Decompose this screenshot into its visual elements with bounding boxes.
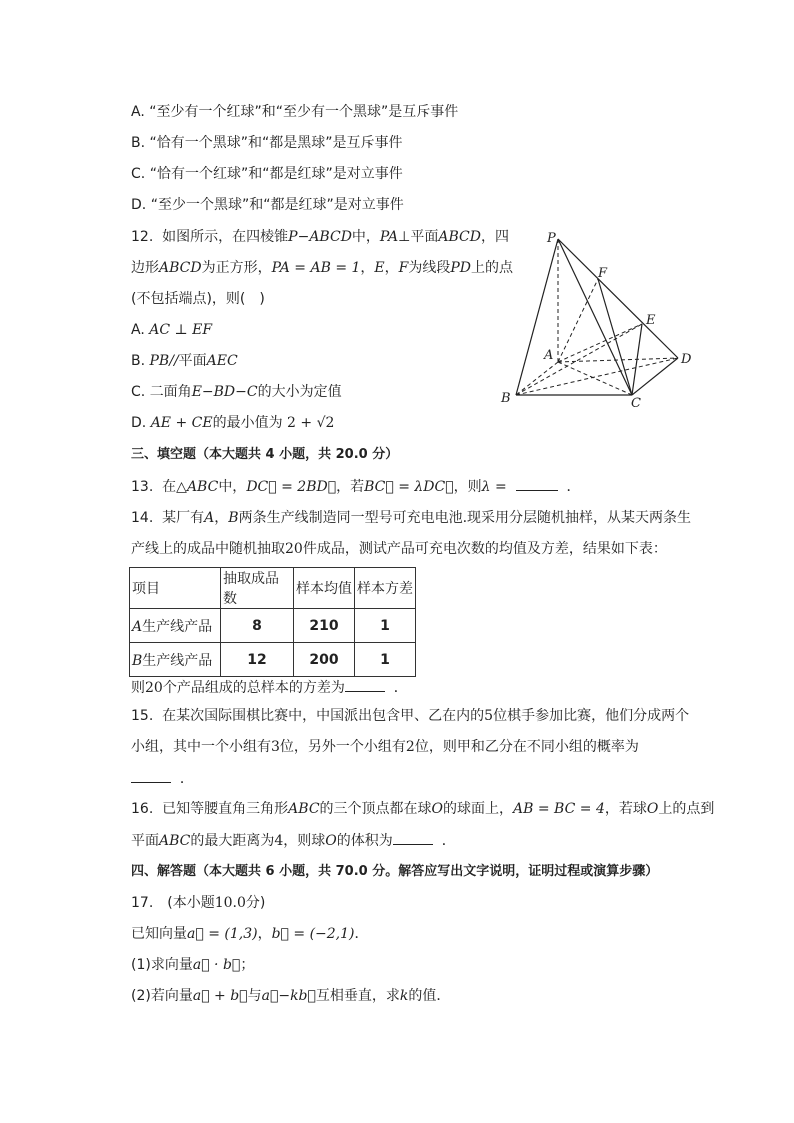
q17-head bbox=[131, 893, 265, 913]
table-row bbox=[130, 609, 416, 643]
section-title-fill-in: 三、填空题（本大题共 4 小题，共 20.0 分） bbox=[131, 447, 399, 462]
option-letter: A. bbox=[131, 322, 145, 338]
number: 4 bbox=[274, 833, 284, 849]
text: 的大小为定值 bbox=[257, 384, 342, 400]
text: 在某次国际围棋比赛中，中国派出包含甲、乙在内的 bbox=[162, 708, 485, 724]
math: PA bbox=[379, 229, 399, 245]
math: PA = AB = 1 bbox=[271, 260, 361, 276]
label-a: A bbox=[544, 348, 554, 363]
math: E−BD−C bbox=[191, 384, 258, 400]
q12-option-a bbox=[131, 320, 212, 340]
text: 为线段 bbox=[408, 260, 451, 276]
math: O bbox=[431, 801, 444, 817]
q14-line1 bbox=[131, 508, 691, 528]
text: 的球面上， bbox=[443, 801, 514, 817]
results-table bbox=[129, 567, 416, 677]
text: ，若球 bbox=[604, 801, 647, 817]
option-letter: A. bbox=[131, 104, 145, 120]
math: O bbox=[646, 801, 659, 817]
q15-line2 bbox=[131, 737, 639, 757]
math: A bbox=[132, 618, 143, 635]
answer-blank[interactable] bbox=[393, 830, 433, 845]
question-number: 15. bbox=[131, 708, 154, 724]
math: a⃗ = (1,3) bbox=[187, 926, 258, 942]
option-letter: C. bbox=[131, 166, 146, 182]
q12-line2 bbox=[131, 258, 513, 278]
text: 生产线产品 bbox=[142, 618, 213, 635]
table-row bbox=[130, 643, 416, 677]
text: ， bbox=[214, 510, 229, 526]
answer-blank[interactable] bbox=[516, 476, 558, 491]
text: ． bbox=[566, 479, 581, 495]
q12-option-c bbox=[131, 382, 342, 402]
math: PB// bbox=[149, 353, 179, 369]
table-header: 项目 bbox=[130, 568, 221, 609]
table-header: 样本方差 bbox=[355, 568, 416, 609]
option-letter: B. bbox=[131, 353, 146, 369]
table-header-row bbox=[130, 568, 416, 609]
math: A bbox=[204, 510, 215, 526]
text: 为正方形， bbox=[201, 260, 272, 276]
option-text: “至少有一个红球”和“至少有一个黑球”是互斥事件 bbox=[149, 104, 459, 120]
text: 二面角 bbox=[149, 384, 192, 400]
text: ， bbox=[360, 260, 375, 276]
table-cell: 1 bbox=[355, 643, 416, 677]
text: ，则球 bbox=[283, 833, 326, 849]
text: 位，则甲和乙分在不同小组的概率为 bbox=[414, 739, 639, 755]
text: 边形 bbox=[131, 260, 159, 276]
text: ，若 bbox=[336, 479, 365, 495]
q14-line2 bbox=[131, 539, 667, 559]
edge-ac bbox=[558, 362, 632, 395]
edge-ad bbox=[558, 358, 678, 362]
text: 平面 bbox=[131, 833, 159, 849]
label-b: B bbox=[501, 391, 511, 406]
text: ，则 bbox=[453, 479, 482, 495]
text: 的最小值为 bbox=[212, 415, 283, 431]
q15-line1 bbox=[131, 706, 689, 726]
edge-pd bbox=[558, 239, 678, 358]
table-cell: 12 bbox=[221, 643, 294, 677]
math: a⃗ · b⃗ bbox=[192, 957, 241, 973]
text: 平面 bbox=[178, 353, 207, 369]
label-f: F bbox=[598, 266, 608, 281]
table-cell: 200 bbox=[294, 643, 355, 677]
text: ，四 bbox=[480, 229, 509, 245]
table-cell bbox=[130, 643, 221, 677]
text: 互相垂直，求 bbox=[315, 988, 400, 1004]
math: △ABC bbox=[176, 479, 219, 495]
text: 生产线产品 bbox=[142, 652, 213, 669]
table-header: 抽取成品数 bbox=[221, 568, 294, 609]
number: 5 bbox=[484, 708, 494, 724]
math: BC⃗ = λDC⃗ bbox=[364, 479, 454, 495]
text: 已知向量 bbox=[131, 926, 187, 942]
number: 20 bbox=[145, 680, 163, 696]
math: k bbox=[399, 988, 409, 1004]
math: DC⃗ = 2BD⃗ bbox=[246, 479, 337, 495]
text: ； bbox=[240, 957, 255, 973]
math: E bbox=[374, 260, 385, 276]
math: PD bbox=[450, 260, 472, 276]
text: 上的点 bbox=[471, 260, 514, 276]
answer-blank[interactable] bbox=[345, 677, 385, 692]
text: 两条生产线制造同一型号可充电电池.现采用分层随机抽样，从某天两条生 bbox=[238, 510, 692, 526]
text: 某厂有 bbox=[162, 510, 205, 526]
text: 位棋手参加比赛，他们分成两个 bbox=[493, 708, 690, 724]
section-title-answer: 四、解答题（本大题共 6 小题，共 70.0 分。解答应写出文字说明，证明过程或演算步骤） bbox=[131, 864, 659, 879]
option-letter: D. bbox=[131, 197, 147, 213]
sqrt-expression: 2 + √2 bbox=[287, 415, 335, 431]
label-p: P bbox=[547, 231, 556, 246]
table-header: 样本均值 bbox=[294, 568, 355, 609]
text: 位，另外一个小组有 bbox=[279, 739, 406, 755]
text: 已知等腰直角三角形 bbox=[162, 801, 289, 817]
text: 在 bbox=[162, 479, 177, 495]
text: ， bbox=[257, 926, 272, 942]
number: 3 bbox=[271, 739, 280, 755]
option-letter: C. bbox=[131, 384, 146, 400]
table-cell: 1 bbox=[355, 609, 416, 643]
q15-line3 bbox=[131, 768, 194, 789]
q17-given bbox=[131, 924, 369, 944]
q11-option-b bbox=[131, 133, 403, 153]
q14-after bbox=[131, 677, 408, 698]
text: 产线上的成品中随机抽取 bbox=[131, 541, 285, 557]
text: 上的点到 bbox=[658, 801, 715, 817]
text: ⊥平面 bbox=[398, 229, 439, 245]
question-number: 13. bbox=[131, 479, 154, 495]
text: 中， bbox=[351, 229, 380, 245]
math: b⃗ = (−2,1) bbox=[271, 926, 355, 942]
math: AEC bbox=[206, 353, 238, 369]
q12-option-d bbox=[131, 413, 334, 433]
edge-fc bbox=[598, 279, 632, 395]
option-text: “至少一个黑球”和“都是红球”是对立事件 bbox=[150, 197, 404, 213]
math: B bbox=[228, 510, 239, 526]
text: (2)若向量 bbox=[131, 988, 193, 1004]
math: P−ABCD bbox=[288, 229, 352, 245]
math: a⃗−kb⃗ bbox=[261, 988, 316, 1004]
math: F bbox=[398, 260, 409, 276]
text: 个产品组成的总样本的方差为 bbox=[162, 680, 345, 696]
math: a⃗ + b⃗ bbox=[192, 988, 248, 1004]
text: 的最大距离为 bbox=[190, 833, 275, 849]
edge-pb bbox=[516, 239, 558, 395]
option-letter: B. bbox=[131, 135, 146, 151]
math: λ = bbox=[481, 479, 507, 495]
math: B bbox=[132, 652, 143, 669]
math: ABC bbox=[159, 833, 191, 849]
q12-line1 bbox=[131, 227, 509, 247]
text: (1)求向量 bbox=[131, 957, 193, 973]
q16-line1 bbox=[131, 799, 714, 819]
text: ． bbox=[179, 771, 194, 787]
q17-part2 bbox=[131, 986, 450, 1006]
question-number: 16. bbox=[131, 801, 154, 817]
text: 17. (本小题 bbox=[131, 895, 215, 911]
option-text: “恰有一个黑球”和“都是黑球”是互斥事件 bbox=[149, 135, 403, 151]
question-number: 14. bbox=[131, 510, 154, 526]
math: ABCD bbox=[159, 260, 202, 276]
option-letter: D. bbox=[131, 415, 147, 431]
label-e: E bbox=[646, 313, 656, 328]
q11-option-a bbox=[131, 102, 458, 122]
edge-ae bbox=[558, 324, 642, 362]
text: 的体积为 bbox=[336, 833, 393, 849]
text: 与 bbox=[247, 988, 262, 1004]
text: 则 bbox=[131, 680, 145, 696]
q16-line2 bbox=[131, 830, 456, 851]
question-number: 12. bbox=[131, 229, 154, 245]
answer-blank[interactable] bbox=[131, 768, 171, 783]
math: ABCD bbox=[438, 229, 481, 245]
number: 20 bbox=[285, 541, 303, 557]
number: 2 bbox=[405, 739, 415, 755]
text: 如图所示，在四棱锥 bbox=[162, 229, 289, 245]
text: 的三个顶点都在球 bbox=[319, 801, 432, 817]
math: AC ⊥ EF bbox=[149, 322, 213, 338]
text: ． bbox=[441, 833, 456, 849]
math: ABC bbox=[288, 801, 320, 817]
q17-part1 bbox=[131, 955, 254, 975]
label-c: C bbox=[631, 396, 641, 411]
table-cell bbox=[130, 609, 221, 643]
table-cell: 8 bbox=[221, 609, 294, 643]
text: ， bbox=[384, 260, 399, 276]
edge-af bbox=[558, 279, 598, 362]
text: ． bbox=[393, 680, 408, 696]
label-d: D bbox=[681, 352, 692, 367]
q12-option-b bbox=[131, 351, 238, 371]
number: 10.0 bbox=[214, 895, 246, 911]
edge-pc bbox=[558, 239, 632, 395]
text: 件成品，测试产品可充电次数的均值及方差，结果如下表： bbox=[302, 541, 667, 557]
table-cell: 210 bbox=[294, 609, 355, 643]
math: O bbox=[325, 833, 337, 849]
math: AB = BC = 4 bbox=[513, 801, 605, 817]
text: ． bbox=[354, 926, 369, 942]
pyramid-figure bbox=[492, 222, 702, 412]
text: 中， bbox=[218, 479, 247, 495]
math: AE + CE bbox=[150, 415, 213, 431]
q11-option-c bbox=[131, 164, 403, 184]
q12-line3: (不包括端点)，则( ) bbox=[131, 291, 265, 307]
text: 的值． bbox=[408, 988, 451, 1004]
text: 分) bbox=[245, 895, 266, 911]
option-text: “恰有一个红球”和“都是红球”是对立事件 bbox=[149, 166, 403, 182]
text: 小组，其中一个小组有 bbox=[131, 739, 271, 755]
q13 bbox=[131, 476, 581, 497]
q11-option-d bbox=[131, 195, 404, 215]
